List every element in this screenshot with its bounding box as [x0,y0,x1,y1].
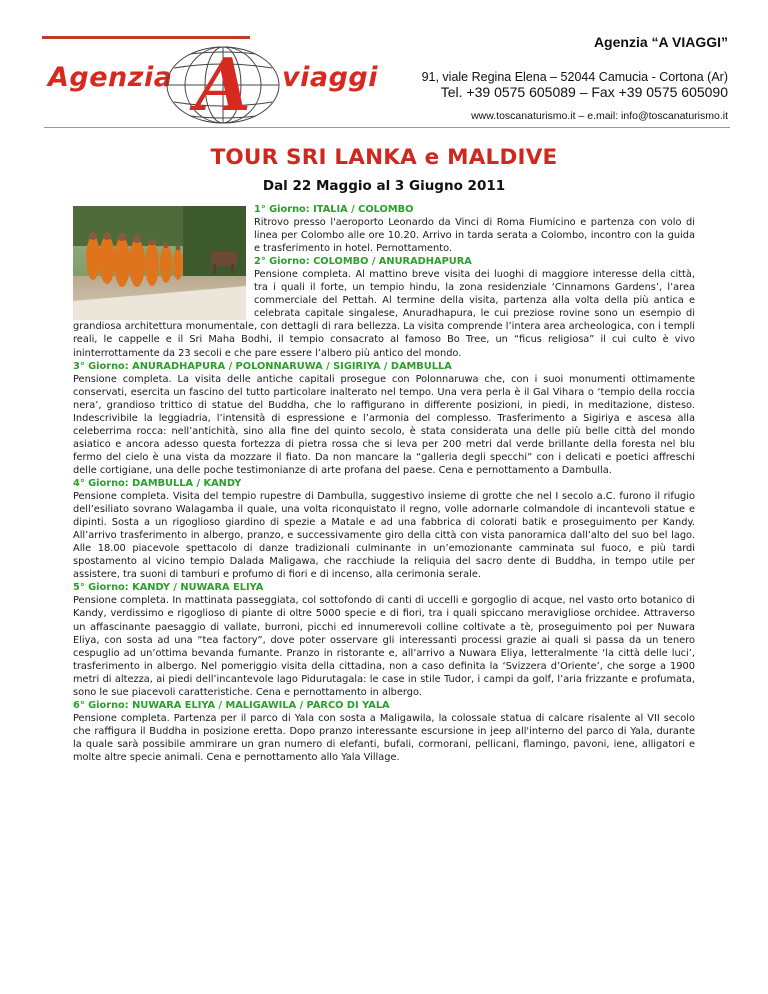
day-5-heading: 5° Giorno: KANDY / NUWARA ELIYA [73,582,264,594]
tour-title: TOUR SRI LANKA e MALDIVE [210,145,558,170]
agency-phone: Tel. +39 0575 605089 – Fax +39 0575 605090 [440,84,728,100]
tour-dates: Dal 22 Maggio al 3 Giugno 2011 [262,178,506,194]
photo-spacer [73,203,254,320]
day-5-text: Pensione completa. In mattinata passeggiata, col sottofondo di canti di uccelli e gorgoglio di acque, nel vasto orto botanico di Kandy, verdissimo e rigoglioso di piante di oltre 5000 specie e di fiori, tra i quali spiccano meravigliose orchidee. Attraverso un affascinante paesaggio di vallate, burroni, picchi ed innumerevoli colline coltivate a tè, proseguimento poi per Nuwara Eliya, con sosta ad una “tea factory”, dove poter osservare gli interessanti processi grazie ai quali si passa da un tenero cespuglio ad un’ottima bevanda fumante. Pranzo in ristorante e, all’arrivo a Nuwara Eliya, letteralmente ‘la città delle luci’, trasferimento in albergo. Nel pomeriggio visita della cittadina, non a caso definita la ‘Svizzera d’Oriente’, che sorge a 1900 metri di altezza, ai piedi dell’incantevole lago Pidurutagala: le case in stile Tudor, i campi da golf, l’aria frizzante e profumata, sono le sue piacevoli caratteristiche. Cena e pernottamento in albergo. [73,595,695,698]
agency-address: 91, viale Regina Elena – 52044 Camucia - Cortona (Ar) [421,70,728,84]
day-3-heading: 3° Giorno: ANURADHAPURA / POLONNARUWA / SIGIRIYA / DAMBULLA [73,360,452,372]
day-6-text: Pensione completa. Partenza per il parco di Yala con sosta a Maligawila, la colossale statua di calcare risalente al VII secolo che raffigura il Buddha in posizione eretta. Dopo pranzo interessante escursione in jeep all'interno del parco di Yala, durante la quale sarà possibile ammirare un gran numero di elefanti, bufali, cormorani, pellicani, flamingo, pavoni, iene, alligatori e molte altre specie animali. Cena e pernottamento allo Yala Village. [73,712,695,763]
logo-word-right: viaggi [282,62,378,93]
day-6-heading: 6° Giorno: NUWARA ELIYA / MALIGAWILA / PARCO DI YALA [73,699,390,711]
agency-web: www.toscanaturismo.it – e.mail: info@toscanaturismo.it [471,110,728,122]
header-red-line [42,36,250,39]
itinerary-text [73,203,695,764]
day-3-text: Pensione completa. La visita delle antiche capitali prosegue con Polonnaruwa che, con i suoi monumenti ottimamente conservati, esercita un fascino del tutto particolare inalterato nel tempo. Una vera perla è il Gal Vihara o ‘tempio della roccia nera’, grandioso trittico di statue del Buddha, che lo raffigurano in differente posizioni, in piedi, in meditazione, disteso. Indescrivibile la leggiadria, l’intensità di espressione e l’armonia del complesso. Trasferimento a Sigiriya e ascesa alla celeberrima rocca: nell’antichità, sino alla fine del quinto secolo, è stata considerata una delle più belle città del mondo asiatico e ancora adesso questa fortezza di pietra rossa che si leva per 200 metri dal verde brillante della foresta nel blu fermo del cielo è una vista da mozzare il fiato. Da non mancare la “galleria degli specchi” con i delicati e poetici affreschi delle cortigiane, una delle poche testimonianze di arte profana del paese. Cena e pernottamento a Dambulla. [73,373,695,476]
globe-icon [162,44,284,126]
agency-name: Agenzia “A VIAGGI” [593,34,728,50]
header-rule [44,127,730,128]
day-1-heading: 1° Giorno: ITALIA / COLOMBO [254,204,414,215]
day-4-text: Pensione completa. Visita del tempio rupestre di Dambulla, suggestivo insieme di grotte che nel I secolo a.C. furono il rifugio dell’esiliato sovrano Walagamba il quale, una volta riconquistato il regno, volle adornarle colmandole di incantevoli statue e dipinti. Sosta a un rigoglioso giardino di spezie a Matale e ad una fabbrica di colorati batik e proseguimento per Kandy. All’arrivo trasferimento in albergo, pranzo, e successivamente giro della città con vista panoramica dall’alto del suo bel lago. Alle 18.00 piacevole spettacolo di danze tradizionali culminante in un’emozionante camminata sul fuoco, e più tardi spostamento al vicino tempio Dalada Maligawa, che racchiude la reliquia del sacro dente di Buddha, in tempo utile per assistere, tra suoni di tamburi e profumo di fiori e di incenso, alla cerimonia serale. [73,491,695,581]
logo-word-left: Agenzia [48,62,173,93]
day-1-text: Ritrovo presso l'aeroporto Leonardo da Vinci di Roma Fiumicino e partenza con volo di linea per Colombo alle ore 10.20. Arrivo in tarda serata a Colombo, incontro con la guida e trasferimento in hotel. Pernottamento. [254,217,695,255]
day-2-text: Pensione completa. Al mattino breve visita dei luoghi di maggiore interesse della città, tra i quali il forte, un tempio hindu, la zona residenziale ‘Cinnamons Gardens’, l’area commerciale del Pettah. Al termine della visita, partenza alla volta della più antica e celebrata capitale singalese, Anuradhapura, le cui preziose rovine sono un esempio di grandiosa architettura monumentale, con dettagli di rara bellezza. La visita comprende l’intera area archeologica, con i templi reali, le cappelle e il Sri Maha Bodhi, il tempio consacrato al famoso Bo Tree, un “ficus religiosa” il cui culto è vivo ininterrottamente da 23 secoli e che pare essere l’albero più antico del mondo. [73,269,695,359]
agency-logo [44,44,378,126]
day-2-heading: 2° Giorno: COLOMBO / ANURADHAPURA [254,256,472,268]
day-4-heading: 4° Giorno: DAMBULLA / KANDY [73,477,242,489]
logo-mark: A [195,44,251,126]
